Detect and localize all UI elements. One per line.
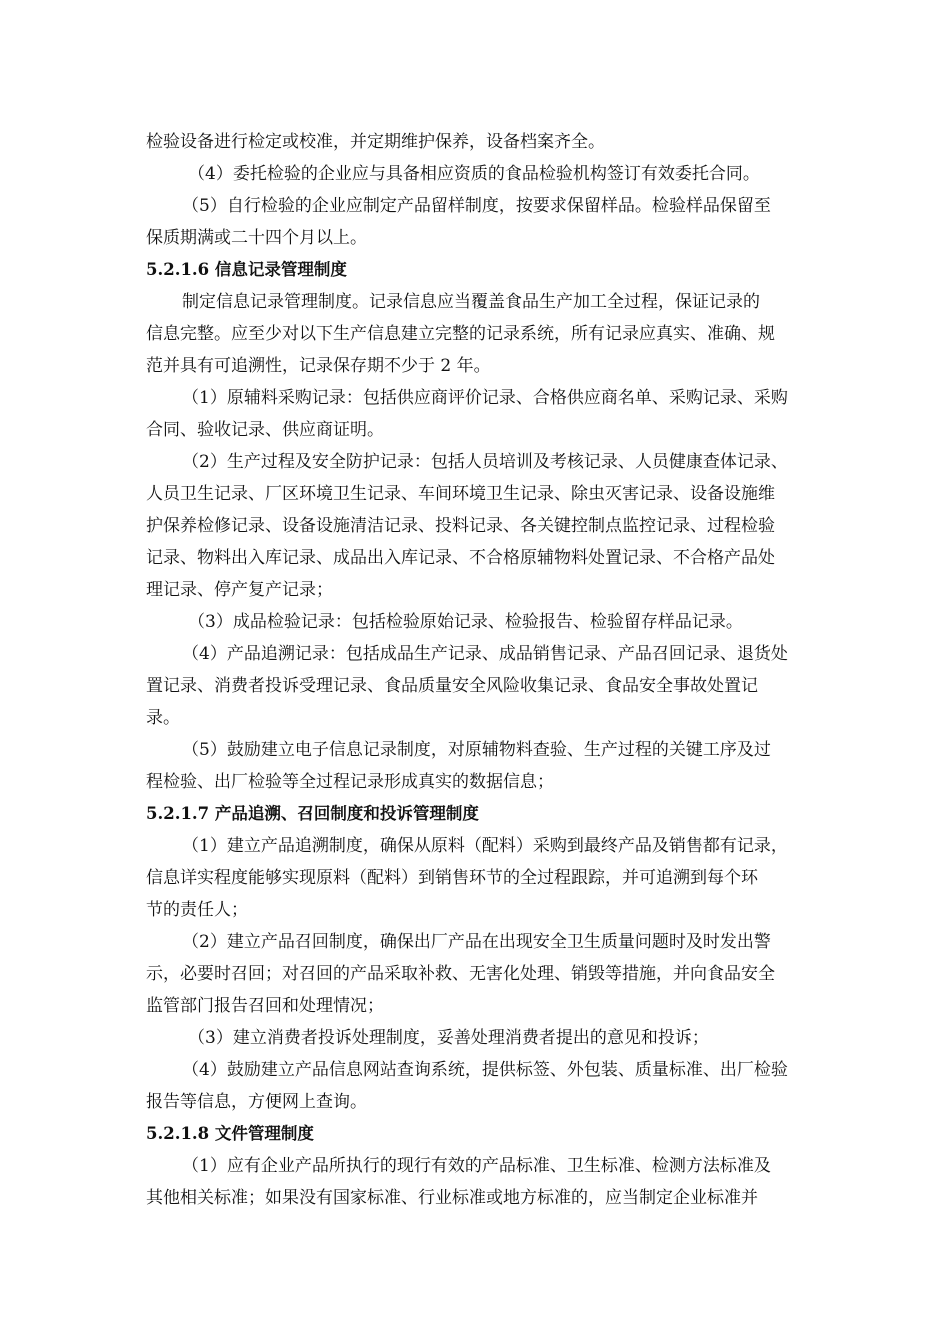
text-line: 人员卫生记录、厂区环境卫生记录、车间环境卫生记录、除虫灭害记录、设备设施维 bbox=[146, 484, 775, 504]
text-line: 信息详实程度能够实现原料（配料）到销售环节的全过程跟踪，并可追溯到每个环 bbox=[146, 868, 758, 888]
text-line: 护保养检修记录、设备设施清洁记录、投料记录、各关键控制点监控记录、过程检验 bbox=[146, 516, 775, 536]
text-line: （4）委托检验的企业应与具备相应资质的食品检验机构签订有效委托合同。 bbox=[188, 164, 760, 184]
text-line: 示，必要时召回；对召回的产品采取补救、无害化处理、销毁等措施，并向食品安全 bbox=[146, 964, 775, 984]
section-heading: 5.2.1.6 信息记录管理制度 bbox=[146, 260, 347, 279]
section-heading: 5.2.1.8 文件管理制度 bbox=[146, 1124, 314, 1143]
text-line: 制定信息记录管理制度。记录信息应当覆盖食品生产加工全过程，保证记录的 bbox=[182, 292, 760, 312]
text-line: （3）成品检验记录：包括检验原始记录、检验报告、检验留存样品记录。 bbox=[188, 612, 743, 632]
text-line: （3）建立消费者投诉处理制度，妥善处理消费者提出的意见和投诉； bbox=[188, 1028, 709, 1048]
text-line: 信息完整。应至少对以下生产信息建立完整的记录系统，所有记录应真实、准确、规 bbox=[146, 324, 775, 344]
text-line: 范并具有可追溯性，记录保存期不少于 2 年。 bbox=[146, 356, 491, 376]
document-body bbox=[146, 126, 812, 1214]
text-line: 录。 bbox=[146, 708, 180, 728]
text-line: 监管部门报告召回和处理情况； bbox=[146, 996, 384, 1016]
text-line: （2）建立产品召回制度，确保出厂产品在出现安全卫生质量问题时及时发出警 bbox=[182, 932, 771, 952]
text-line: 报告等信息，方便网上查询。 bbox=[146, 1092, 367, 1112]
text-line: 其他相关标准；如果没有国家标准、行业标准或地方标准的，应当制定企业标准并 bbox=[146, 1188, 758, 1208]
text-line: （4）产品追溯记录：包括成品生产记录、成品销售记录、产品召回记录、退货处 bbox=[182, 644, 788, 664]
text-line: 保质期满或二十四个月以上。 bbox=[146, 228, 367, 248]
text-line: （4）鼓励建立产品信息网站查询系统，提供标签、外包装、质量标准、出厂检验 bbox=[182, 1060, 788, 1080]
text-line: （1）应有企业产品所执行的现行有效的产品标准、卫生标准、检测方法标准及 bbox=[182, 1156, 771, 1176]
text-line: 节的责任人； bbox=[146, 900, 248, 920]
text-line: 记录、物料出入库记录、成品出入库记录、不合格原辅物料处置记录、不合格产品处 bbox=[146, 548, 775, 568]
text-line: 检验设备进行检定或校准，并定期维护保养，设备档案齐全。 bbox=[146, 132, 605, 152]
section-heading: 5.2.1.7 产品追溯、召回制度和投诉管理制度 bbox=[146, 804, 479, 823]
text-line: （2）生产过程及安全防护记录：包括人员培训及考核记录、人员健康查体记录、 bbox=[182, 452, 788, 472]
text-line: （5）自行检验的企业应制定产品留样制度，按要求保留样品。检验样品保留至 bbox=[182, 196, 771, 216]
text-line: 程检验、出厂检验等全过程记录形成真实的数据信息； bbox=[146, 772, 554, 792]
text-line: （1）建立产品追溯制度，确保从原料（配料）采购到最终产品及销售都有记录， bbox=[182, 836, 788, 856]
text-line: （1）原辅料采购记录：包括供应商评价记录、合格供应商名单、采购记录、采购 bbox=[182, 388, 788, 408]
text-line: 合同、验收记录、供应商证明。 bbox=[146, 420, 384, 440]
text-line: 理记录、停产复产记录； bbox=[146, 580, 333, 600]
text-line: （5）鼓励建立电子信息记录制度，对原辅物料查验、生产过程的关键工序及过 bbox=[182, 740, 771, 760]
text-line: 置记录、消费者投诉受理记录、食品质量安全风险收集记录、食品安全事故处置记 bbox=[146, 676, 758, 696]
